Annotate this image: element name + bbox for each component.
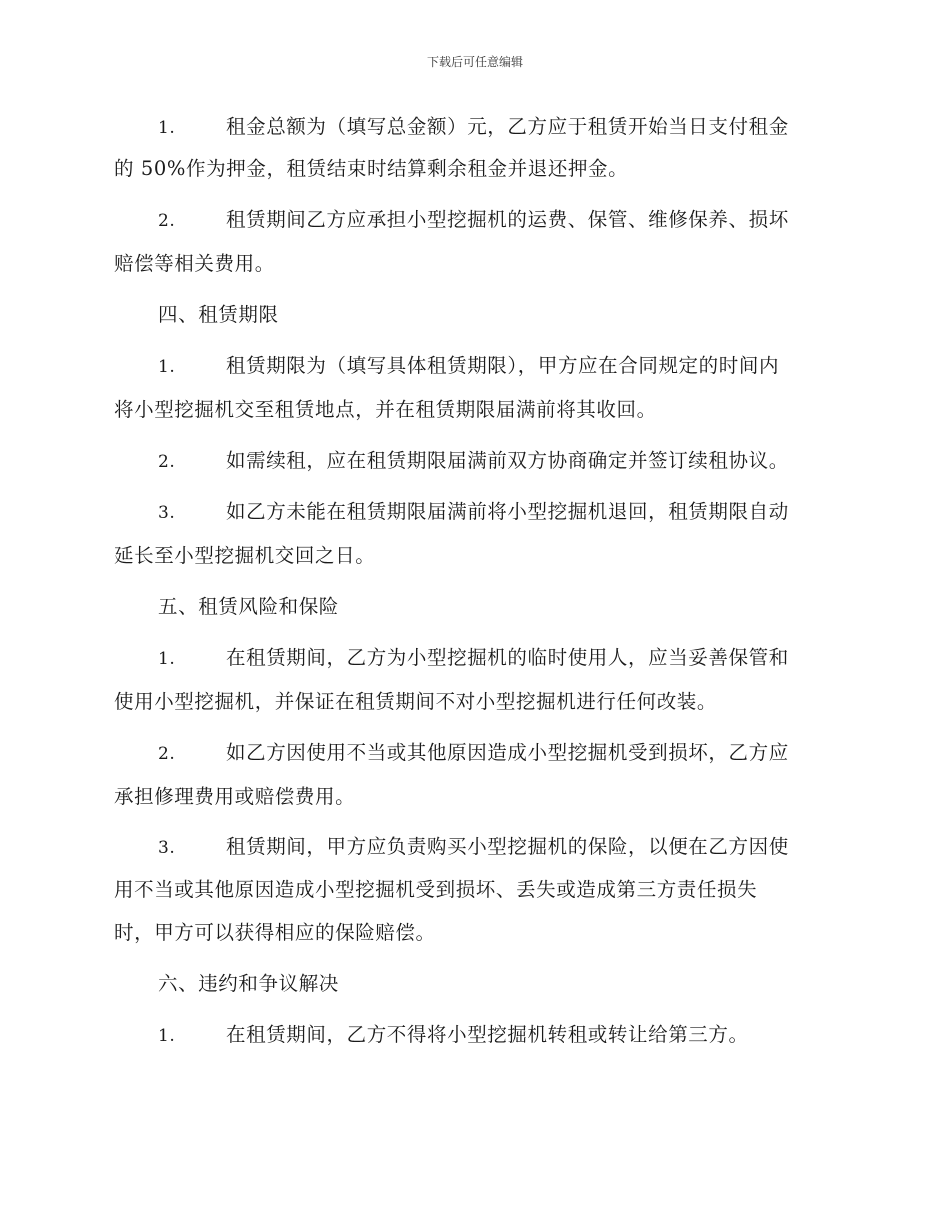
item-text: 租赁期限为（填写具体租赁期限），甲方应在合同规定的时间内 <box>226 354 780 377</box>
item-number: 1. <box>158 357 176 377</box>
section-heading-4: 四、租赁期限 <box>158 303 279 326</box>
clause-6-item-1-line-1 <box>114 1021 749 1050</box>
item-text: 如需续租，应在租赁期限届满前双方协商确定并签订续租协议。 <box>226 449 789 472</box>
item-text: 如乙方因使用不当或其他原因造成小型挖掘机受到损坏，乙方应 <box>226 741 789 764</box>
item-text: 时，甲方可以获得相应的保险赔偿。 <box>114 921 436 944</box>
clause-3-item-1-line-1 <box>114 113 789 142</box>
item-text: 租金总额为（填写总金额）元，乙方应于租赁开始当日支付租金 <box>226 115 789 138</box>
clause-5-item-1-line-1 <box>114 644 789 673</box>
clause-4-item-2-line-1 <box>114 447 789 476</box>
clause-5-item-3-line-2 <box>114 876 757 904</box>
clause-3-item-2-line-2 <box>114 250 275 278</box>
item-text: 如乙方未能在租赁期限届满前将小型挖掘机退回，租赁期限自动 <box>226 500 789 523</box>
item-text: 将小型挖掘机交至租赁地点，并在租赁期限届满前将其收回。 <box>114 398 657 421</box>
item-text: 租赁期间，甲方应负责购买小型挖掘机的保险，以便在乙方因使 <box>226 835 789 858</box>
clause-4-item-1-line-1 <box>114 352 779 381</box>
item-text: 在租赁期间，乙方为小型挖掘机的临时使用人，应当妥善保管和 <box>226 646 789 669</box>
clause-3-item-2-line-1 <box>114 206 789 235</box>
item-number: 3. <box>158 503 176 523</box>
clause-5-item-3-line-3 <box>114 919 436 947</box>
section-heading-6: 六、违约和争议解决 <box>158 972 339 995</box>
item-text: 的 50%作为押金，租赁结束时结算剩余租金并退还押金。 <box>114 157 629 180</box>
clause-5-item-2-line-1 <box>114 739 789 768</box>
item-text: 延长至小型挖掘机交回之日。 <box>114 544 376 567</box>
item-text: 租赁期间乙方应承担小型挖掘机的运费、保管、维修保养、损坏 <box>226 208 789 231</box>
clause-4-item-3-line-1 <box>114 498 789 527</box>
item-text: 在租赁期间，乙方不得将小型挖掘机转租或转让给第三方。 <box>226 1023 749 1046</box>
item-text: 使用小型挖掘机，并保证在租赁期间不对小型挖掘机进行任何改装。 <box>114 690 718 713</box>
clause-4-item-3-line-2 <box>114 542 375 570</box>
item-number: 2. <box>158 744 176 764</box>
item-number: 1. <box>158 649 176 669</box>
item-text: 用不当或其他原因造成小型挖掘机受到损坏、丢失或造成第三方责任损失 <box>114 878 758 901</box>
section-heading-5: 五、租赁风险和保险 <box>158 595 339 618</box>
clause-5-item-2-line-2 <box>114 783 355 811</box>
item-text: 赔偿等相关费用。 <box>114 252 275 275</box>
item-number: 1. <box>158 1026 176 1046</box>
page-header: 下载后可任意编辑 <box>426 55 523 69</box>
item-number: 3. <box>158 838 176 858</box>
clause-5-item-1-line-2 <box>114 688 717 716</box>
item-text: 承担修理费用或赔偿费用。 <box>114 785 356 808</box>
item-number: 2. <box>158 452 176 472</box>
clause-3-item-1-line-2 <box>114 155 628 183</box>
item-number: 2. <box>158 211 176 231</box>
item-number: 1. <box>158 118 176 138</box>
clause-4-item-1-line-2 <box>114 396 657 424</box>
clause-5-item-3-line-1 <box>114 833 789 862</box>
